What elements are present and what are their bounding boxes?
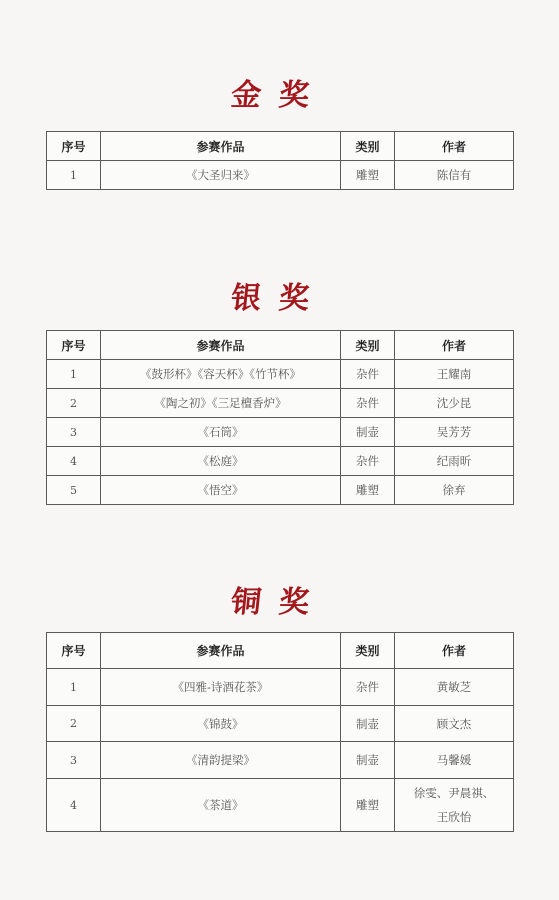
row-work: 《石筒》 [101,418,341,447]
row-index: 5 [47,476,101,505]
row-index: 2 [47,389,101,418]
table-row [47,389,514,418]
table-row [47,476,514,505]
header-index: 序号 [47,331,101,360]
row-index: 3 [47,742,101,779]
row-work: 《悟空》 [101,476,341,505]
row-author: 纪雨昕 [395,447,514,476]
row-work: 《大圣归来》 [101,161,341,190]
row-work: 《锦鼓》 [101,706,341,742]
row-index: 2 [47,706,101,742]
row-author: 吴芳芳 [395,418,514,447]
row-work: 《松庭》 [101,447,341,476]
silver-award-title: 银奖 [229,281,329,316]
row-category: 制壶 [341,742,395,779]
header-index: 序号 [47,132,101,161]
table-header-row [47,633,514,669]
bronze-award-table [46,632,514,832]
header-author: 作者 [395,331,514,360]
gold-award-title: 金奖 [229,78,329,113]
row-work: 《四雅-诗酒花茶》 [101,669,341,706]
table-row [47,360,514,389]
row-category: 杂件 [341,447,395,476]
bronze-award-title: 铜奖 [229,585,329,620]
row-category: 杂件 [341,360,395,389]
header-category: 类别 [341,132,395,161]
row-index: 3 [47,418,101,447]
header-index: 序号 [47,633,101,669]
header-author: 作者 [395,633,514,669]
header-category: 类别 [341,633,395,669]
row-author: 王耀南 [395,360,514,389]
row-index: 4 [47,447,101,476]
table-row [47,779,514,832]
row-author [395,779,514,832]
header-category: 类别 [341,331,395,360]
gold-award-table [46,131,514,190]
header-author: 作者 [395,132,514,161]
row-index: 1 [47,360,101,389]
table-row [47,447,514,476]
table-row [47,418,514,447]
table-row [47,161,514,190]
table-header-row [47,132,514,161]
row-work: 《陶之初》《三足檀香炉》 [101,389,341,418]
table-row [47,742,514,779]
header-work: 参赛作品 [101,331,341,360]
row-category: 雕塑 [341,779,395,832]
table-row [47,669,514,706]
row-author: 黄敏芝 [395,669,514,706]
row-category: 杂件 [341,669,395,706]
row-category: 制壶 [341,706,395,742]
row-work: 《茶道》 [101,779,341,832]
row-index: 1 [47,161,101,190]
table-row [47,706,514,742]
row-category: 雕塑 [341,161,395,190]
row-category: 制壶 [341,418,395,447]
row-category: 杂件 [341,389,395,418]
row-author: 顾文杰 [395,706,514,742]
header-work: 参赛作品 [101,132,341,161]
table-header-row [47,331,514,360]
row-author: 陈信有 [395,161,514,190]
header-work: 参赛作品 [101,633,341,669]
row-category: 雕塑 [341,476,395,505]
author-line: 徐雯、尹晨祺、 [413,786,495,800]
row-work: 《鼓形杯》《容天杯》《竹节杯》 [101,360,341,389]
row-author: 马馨媛 [395,742,514,779]
row-index: 4 [47,779,101,832]
silver-award-table [46,330,514,505]
row-index: 1 [47,669,101,706]
row-author: 徐弃 [395,476,514,505]
row-author: 沈少昆 [395,389,514,418]
author-line: 王欣怡 [436,810,472,824]
row-work: 《清韵提梁》 [101,742,341,779]
